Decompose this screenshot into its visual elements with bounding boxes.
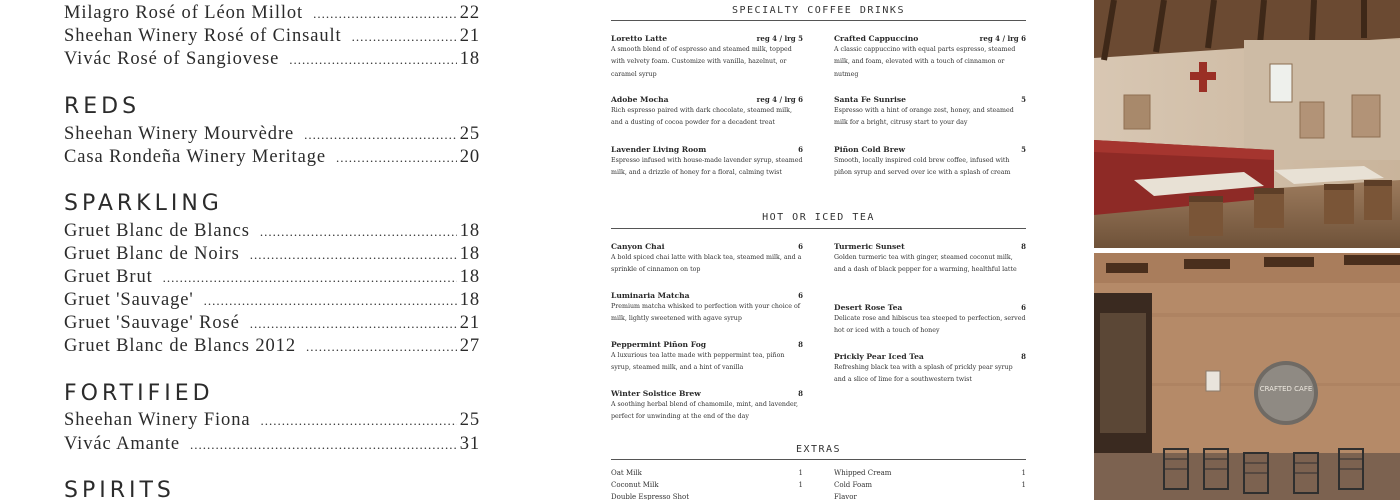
wine-item: Gruet Blanc de Blancs ..... 18 <box>64 221 480 243</box>
menu-item: Lavender Living Room 6 Espresso infused with house-made lavender syrup, steamed milk, and a drizzle of honey for a floral, calming twist <box>611 145 803 177</box>
divider <box>611 459 1026 460</box>
menu-item: Luminaria Matcha 6 Premium matcha whisked to perfection with your choice of milk, lightly sweetened with agave syrup <box>611 291 803 323</box>
menu-item: Loretto Latte reg 4 / lrg 5 A smooth blend of of espresso and steamed milk, topped with velvety foam. Customize with vanilla, hazelnut, or caramel syrup <box>611 34 803 78</box>
menu-item: Piñon Cold Brew 5 Smooth, locally inspired cold brew coffee, infused with piñon syrup and served over ice with a splash of cream <box>834 145 1026 177</box>
divider <box>611 228 1026 229</box>
extra-item: Double Espresso Shot <box>611 493 690 500</box>
wine-item: Sheehan Winery Mourvèdre ..... 25 <box>64 124 480 146</box>
coffee-menu <box>604 0 1034 500</box>
wine-item: Gruet Brut ..... 18 <box>64 267 480 289</box>
wine-item: Gruet 'Sauvage' Rosé ..... 21 <box>64 313 480 335</box>
extra-item: Whipped Cream 1 <box>834 469 1026 477</box>
menu-item: Santa Fe Sunrise 5 Espresso with a hint of orange zest, honey, and steamed milk for a bright, citrusy start to your day <box>834 95 1026 127</box>
section-title-specialty: SPECIALTY COFFEE DRINKS <box>732 5 905 16</box>
menu-item: Peppermint Piñon Fog 8 A luxurious tea latte made with peppermint tea, piñon syrup, steamed milk, and a hint of vanilla <box>611 340 803 372</box>
extra-item: Cold Foam 1 <box>834 481 1026 489</box>
extra-item: Oat Milk 1 <box>611 469 803 477</box>
section-title-extras: EXTRAS <box>795 444 842 455</box>
menu-item: Winter Solstice Brew 8 A soothing herbal blend of chamomile, mint, and lavender, perfect for unwinding at the end of the day <box>611 389 803 421</box>
section-heading-fortified: FORTIFIED <box>64 381 214 406</box>
wine-item: Gruet Blanc de Noirs ..... 18 <box>64 244 480 266</box>
wine-list <box>0 0 600 500</box>
wine-item: Gruet Blanc de Blancs 2012 ..... 27 <box>64 336 480 358</box>
menu-item: Prickly Pear Iced Tea 8 Refreshing black tea with a splash of prickly pear syrup and a slice of lime for a southwestern twist <box>834 352 1026 384</box>
menu-item: Canyon Chai 6 A bold spiced chai latte with black tea, steamed milk, and a sprinkle of cinnamon on top <box>611 242 803 274</box>
cafe-sign: CRAFTED CAFE <box>1259 385 1313 393</box>
menu-item: Turmeric Sunset 8 Golden turmeric tea with ginger, steamed coconut milk, and a dash of black pepper for a warming, healthful latte <box>834 242 1026 274</box>
wine-item: Vivác Rosé of Sangiovese ..... 18 <box>64 49 480 71</box>
menu-item: Desert Rose Tea 6 Delicate rose and hibiscus tea steeped to perfection, served hot or iced with a touch of honey <box>834 303 1026 335</box>
section-heading-reds: REDS <box>64 94 141 119</box>
section-heading-sparkling: SPARKLING <box>64 191 223 216</box>
wine-item: Gruet 'Sauvage' ..... 18 <box>64 290 480 312</box>
exterior-photo <box>1094 253 1400 500</box>
wine-item: Milagro Rosé of Léon Millot ..... 22 <box>64 3 480 25</box>
divider <box>611 20 1026 21</box>
extra-item: Coconut Milk 1 <box>611 481 803 489</box>
extra-item: Flavor <box>834 493 857 500</box>
wine-item: Sheehan Winery Rosé of Cinsault ..... 21 <box>64 26 480 48</box>
menu-item: Adobe Mocha reg 4 / lrg 6 Rich espresso paired with dark chocolate, steamed milk, and a dusting of cocoa powder for a decadent treat <box>611 95 803 127</box>
menu-item: Crafted Cappuccino reg 4 / lrg 6 A classic cappuccino with equal parts espresso, steamed milk, and foam, elevated with a touch of cinnamon or nutmeg <box>834 34 1026 78</box>
wine-item: Casa Rondeña Winery Meritage ..... 20 <box>64 147 480 169</box>
section-heading-spirits: SPIRITS <box>64 478 175 500</box>
wine-item: Sheehan Winery Fiona ..... 25 <box>64 410 480 432</box>
interior-photo <box>1094 0 1400 248</box>
section-title-tea: HOT OR ICED TEA <box>762 212 875 223</box>
wine-item: Vivác Amante ..... 31 <box>64 434 480 456</box>
